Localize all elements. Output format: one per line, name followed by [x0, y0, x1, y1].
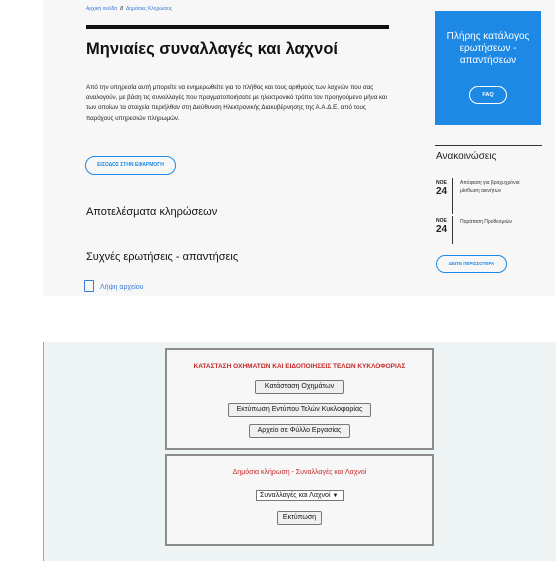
announcement-month: ΝΟΕ — [436, 218, 447, 224]
faq-catalog-title: Πλήρης κατάλογος ερωτήσεων - απαντήσεων — [446, 31, 530, 66]
announcement-month: ΝΟΕ — [436, 180, 447, 186]
document-icon — [84, 280, 94, 292]
transactions-select[interactable] — [256, 490, 344, 501]
public-lottery-title: Δημόσια κλήρωση - Συναλλαγές και Λαχνοί — [232, 469, 367, 476]
download-file-label: Λήψη αρχείου — [100, 283, 144, 291]
download-file-link[interactable] — [84, 281, 144, 293]
announcements-rule — [435, 145, 542, 146]
vehicle-status-title: ΚΑΤΑΣΤΑΣΗ ΟΧΗΜΑΤΩΝ ΚΑΙ ΕΙΔΟΠΟΙΗΣΕΙΣ ΤΕΛΩΝ ΚΥΚΛΟΦΟΡΙΑΣ — [193, 363, 406, 370]
intro-paragraph: Από την υπηρεσία αυτή μπορείτε να ενημερωθείτε για το πλήθος και τους αριθμούς των λαχνών που σας αναλογούν, με βάση τις συναλλαγές που πραγματοποιήσατε με ηλεκτρονικό τρόπο τον προηγούμενο μήνα και των οποίων τα στοιχεία περιήλθαν στη Διεύθυνση Ηλεκτρονικής Διακυβέρνησης της Α.Α.Δ.Ε. από τους παρόχους υπηρεσιών πληρωμών. — [86, 84, 387, 122]
public-lottery-box — [165, 454, 434, 546]
spreadsheet-file-button[interactable]: Αρχείο σε Φύλλο Εργασίας — [249, 424, 350, 438]
announcement-divider — [452, 178, 453, 214]
breadcrumb-separator: // — [120, 6, 123, 12]
results-heading: Αποτελέσματα κληρώσεων — [86, 206, 218, 218]
print-traffic-fees-button[interactable]: Εκτύπωση Εντύπου Τελών Κυκλοφορίας — [228, 403, 371, 417]
faq-catalog-box — [435, 11, 541, 125]
announcement-text[interactable]: Απόφαση για βραχυχρόνια μίσθωση ακινήτων — [460, 180, 520, 194]
announcement-item[interactable] — [436, 180, 447, 197]
chevron-down-icon: ▼ — [332, 493, 339, 499]
announcement-text[interactable]: Παράταση Προθεσμιών — [460, 219, 513, 225]
announcement-divider — [452, 216, 453, 244]
announcement-day: 24 — [436, 186, 448, 197]
breadcrumb-current[interactable]: Δημόσιες Κληρώσεις — [125, 6, 173, 12]
print-button[interactable]: Εκτύπωση — [277, 511, 322, 525]
faq-heading: Συχνές ερωτήσεις - απαντήσεις — [86, 251, 239, 263]
enter-application-button[interactable]: ΕΙΣΟΔΟΣ ΣΤΗΝ ΕΦΑΡΜΟΓΗ — [85, 156, 176, 175]
title-rule — [86, 25, 389, 29]
announcement-item[interactable] — [436, 218, 447, 235]
vehicle-status-box — [165, 348, 434, 450]
announcements-heading: Ανακοινώσεις — [436, 151, 497, 162]
vehicle-status-button[interactable]: Κατάσταση Οχημάτων — [255, 380, 344, 394]
page-title: Μηνιαίες συναλλαγές και λαχνοί — [86, 40, 339, 58]
faq-button[interactable]: FAQ — [469, 86, 507, 104]
transactions-select-value: Συναλλαγές και Λαχνοί — [260, 492, 331, 499]
breadcrumb — [86, 6, 172, 12]
see-more-button[interactable]: ΔΕΙΤΕ ΠΕΡΙΣΣΟΤΕΡΑ — [436, 255, 507, 273]
breadcrumb-home-link[interactable]: Αρχική σελίδα — [86, 6, 118, 12]
announcement-day: 24 — [436, 224, 448, 235]
